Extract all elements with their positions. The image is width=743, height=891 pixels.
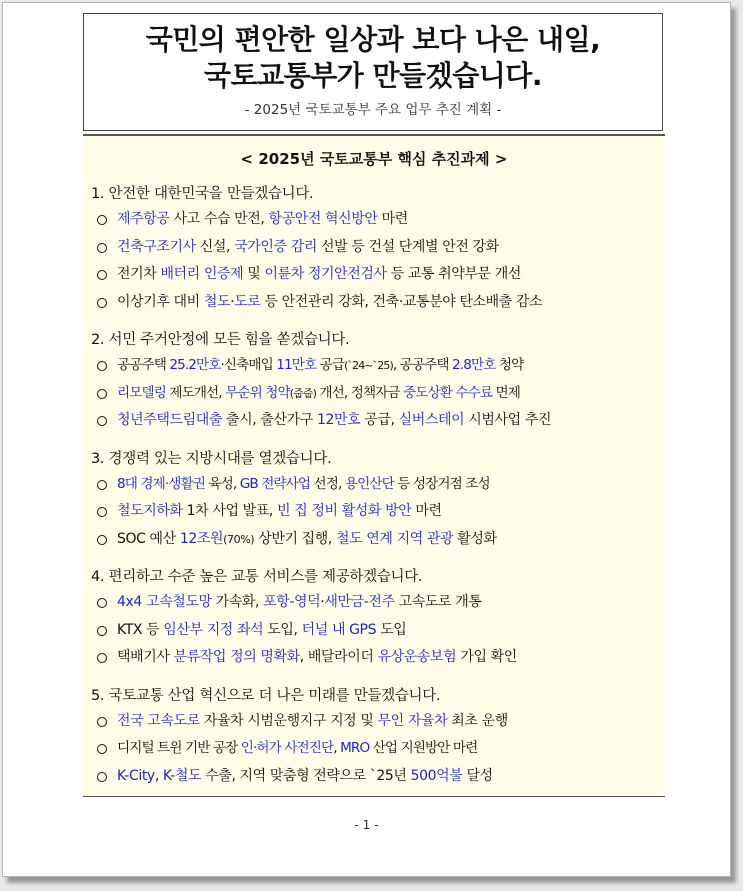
item-text: 산업 지원방안 마련 (369, 740, 478, 756)
item-text: · (320, 594, 325, 610)
list-item (83, 763, 665, 791)
highlight-text: 철도지하화 (117, 503, 183, 519)
highlight-text: 새만금-전주 (324, 594, 395, 610)
list-item (83, 708, 665, 736)
highlight-text: 철도 연계 지역 관광 (335, 530, 454, 547)
circle-bullet-icon (97, 744, 107, 754)
list-item (83, 644, 665, 672)
circle-bullet-icon (97, 416, 107, 426)
highlight-text: K-철도 (162, 767, 202, 784)
list-item (83, 261, 665, 289)
item-text: 디지털 트윈 기반 공장 (117, 740, 241, 756)
item-text: (줍줍) (289, 386, 316, 400)
item-text: 가속화, (211, 594, 264, 610)
circle-bullet-icon (97, 215, 107, 225)
item-text: 최초 운행 (447, 712, 508, 729)
item-text: 공급 (316, 357, 345, 373)
circle-bullet-icon (97, 270, 107, 280)
core-tasks-panel (83, 134, 665, 797)
item-text: 활성화 (453, 530, 497, 547)
list-item (83, 380, 665, 408)
circle-bullet-icon (97, 717, 107, 727)
highlight-text: 배터리 인증제 (160, 266, 244, 282)
circle-bullet-icon (97, 389, 107, 399)
highlight-text: 항공안전 혁신방안 (268, 211, 378, 227)
item-text: 수출, 지역 맞춤형 전략으로 `25년 (201, 767, 411, 784)
circle-bullet-icon (97, 598, 107, 608)
core-tasks-title: < 2025년 국토교통부 핵심 추진과제 > (240, 150, 508, 168)
item-text: 도입 (376, 621, 407, 638)
item-text: 등 교통 취약부문 개선 (386, 266, 521, 282)
circle-bullet-icon (97, 535, 107, 545)
highlight-text: 8대 경제·생활권 (117, 475, 205, 492)
highlight-text: 빈 집 정비 활성화 방안 (277, 503, 412, 519)
item-text: ·신축매입 (220, 357, 277, 373)
document-page (2, 2, 731, 877)
list-item (83, 352, 665, 380)
list-item (83, 234, 665, 262)
highlight-text: 실버스테이 (398, 412, 465, 428)
highlight-text: 무순위 청약 (225, 384, 290, 401)
circle-bullet-icon (97, 480, 107, 490)
item-text: , 공공주택 (392, 357, 453, 373)
item-text: 등 안전관리 강화, 건축·교통분야 탄소배출 감소 (260, 293, 543, 310)
item-text: 공공주택 (117, 357, 170, 373)
circle-bullet-icon (97, 507, 107, 517)
section-1 (83, 182, 665, 316)
highlight-text: 25.2만호 (169, 357, 221, 373)
circle-bullet-icon (97, 772, 107, 782)
section-heading: 3. 경쟁력 있는 지방시대를 열겠습니다. (91, 450, 332, 467)
item-text: 개선, 정책자금 (315, 384, 404, 401)
section-heading: 4. 편리하고 수준 높은 교통 서비스를 제공하겠습니다. (91, 569, 423, 585)
highlight-text: 국가인증 감리 (234, 238, 317, 255)
highlight-text: 중도상환 수수료 (403, 384, 493, 401)
circle-bullet-icon (97, 361, 107, 371)
list-item (83, 206, 665, 234)
highlight-text: 포항-영덕 (263, 594, 321, 610)
title-line-1: 국민의 편안한 일상과 보다 나은 내일, (145, 23, 601, 56)
list-item (83, 471, 665, 499)
item-text: 면제 (492, 384, 520, 401)
item-text: 선발 등 건설 단계별 안전 강화 (316, 238, 499, 255)
list-item (83, 498, 665, 526)
highlight-text: 임산부 지정 좌석 (163, 621, 264, 638)
highlight-text: 2.8만호 (452, 357, 496, 373)
item-text: 마련 (411, 503, 442, 519)
list-item (83, 589, 665, 617)
highlight-text: 분류작업 정의 명확화 (173, 649, 300, 665)
circle-bullet-icon (97, 653, 107, 663)
item-text: 등 성장거점 조성 (393, 475, 490, 492)
item-text: 택배기사 (117, 649, 174, 665)
highlight-text: 인·허가 사전진단 (240, 740, 334, 756)
highlight-text: 제주항공 (117, 211, 170, 227)
item-text: 전기차 (117, 266, 161, 282)
highlight-text: MRO (340, 740, 370, 756)
item-text: , (154, 767, 163, 784)
section-heading: 1. 안전한 대한민국을 만들겠습니다. (91, 186, 314, 202)
list-item (83, 407, 665, 435)
circle-bullet-icon (97, 626, 107, 636)
item-text: 고속도로 개통 (394, 594, 482, 610)
highlight-text: GB 전략사업 (239, 475, 311, 492)
title-line-2: 국토교통부가 만들겠습니다. (204, 59, 542, 92)
item-text: KTX 등 (117, 621, 164, 638)
highlight-text: 리모델링 (117, 384, 166, 401)
list-item (83, 526, 665, 554)
item-text: 공급, (360, 412, 399, 428)
highlight-text: 4x4 고속철도망 (117, 594, 212, 610)
highlight-text: 이륜차 정기안전검사 (264, 266, 387, 282)
item-text: 도입, (263, 621, 302, 638)
highlight-text: 터널 내 GPS (301, 621, 377, 638)
subtitle: - 2025년 국토교통부 주요 업무 추진 계획 - (244, 102, 502, 118)
item-text: 자율차 시범운행지구 지정 및 (199, 712, 378, 729)
circle-bullet-icon (97, 298, 107, 308)
highlight-text: 건축구조기사 (117, 238, 196, 255)
title-box (83, 13, 663, 131)
item-text: (70%) (223, 532, 255, 546)
item-text: · (230, 293, 235, 310)
highlight-text: 청년주택드림대출 (117, 412, 222, 428)
item-text: 청약 (495, 357, 524, 373)
section-3 (83, 447, 665, 554)
item-text: SOC 예산 (117, 530, 180, 547)
item-text: 선정, (310, 475, 345, 492)
item-text: 이상기후 대비 (117, 293, 204, 310)
highlight-text: 유상운송보험 (377, 649, 457, 665)
item-text: 마련 (377, 211, 408, 227)
section-5 (83, 684, 665, 791)
section-4 (83, 565, 665, 672)
highlight-text: 철도 (203, 293, 231, 310)
item-text: , (333, 740, 341, 756)
highlight-text: 도로 (234, 293, 261, 310)
highlight-text: 용인산단 (344, 475, 394, 492)
list-item (83, 289, 665, 317)
list-item (83, 735, 665, 763)
item-text: , 배달라이더 (299, 649, 378, 665)
item-text: 달성 (462, 767, 493, 784)
item-text: 육성, (204, 475, 240, 492)
section-heading: 2. 서민 주거안정에 모든 힘을 쏟겠습니다. (91, 332, 350, 348)
item-text: 가입 확인 (456, 649, 517, 665)
list-item (83, 617, 665, 645)
page-number: - 1 - (354, 818, 379, 832)
item-text: 1차 사업 발표, (182, 503, 278, 519)
highlight-text: 11만호 (276, 357, 317, 373)
highlight-text: 무인 자율차 (377, 712, 448, 729)
highlight-text: 12조원 (179, 530, 224, 547)
highlight-text: 전국 고속도로 (117, 712, 200, 729)
circle-bullet-icon (97, 243, 107, 253)
item-text: 및 (243, 266, 265, 282)
item-text: 신설, (195, 238, 235, 255)
sections-container (83, 182, 665, 790)
item-text: (`24~`25) (344, 359, 393, 372)
section-2 (83, 328, 665, 435)
item-text: 시범사업 추진 (464, 412, 552, 428)
item-text: 제도개선, (165, 384, 226, 401)
item-text: 사고 수습 만전, (169, 211, 269, 227)
highlight-text: 500억불 (410, 767, 463, 784)
item-text: 출시, 출산가구 (222, 412, 317, 428)
item-text: 상반기 집행, (254, 530, 336, 547)
highlight-text: K-City (117, 767, 155, 784)
highlight-text: 12만호 (316, 412, 361, 428)
section-heading: 5. 국토교통 산업 혁신으로 더 나은 미래를 만들겠습니다. (91, 687, 441, 704)
